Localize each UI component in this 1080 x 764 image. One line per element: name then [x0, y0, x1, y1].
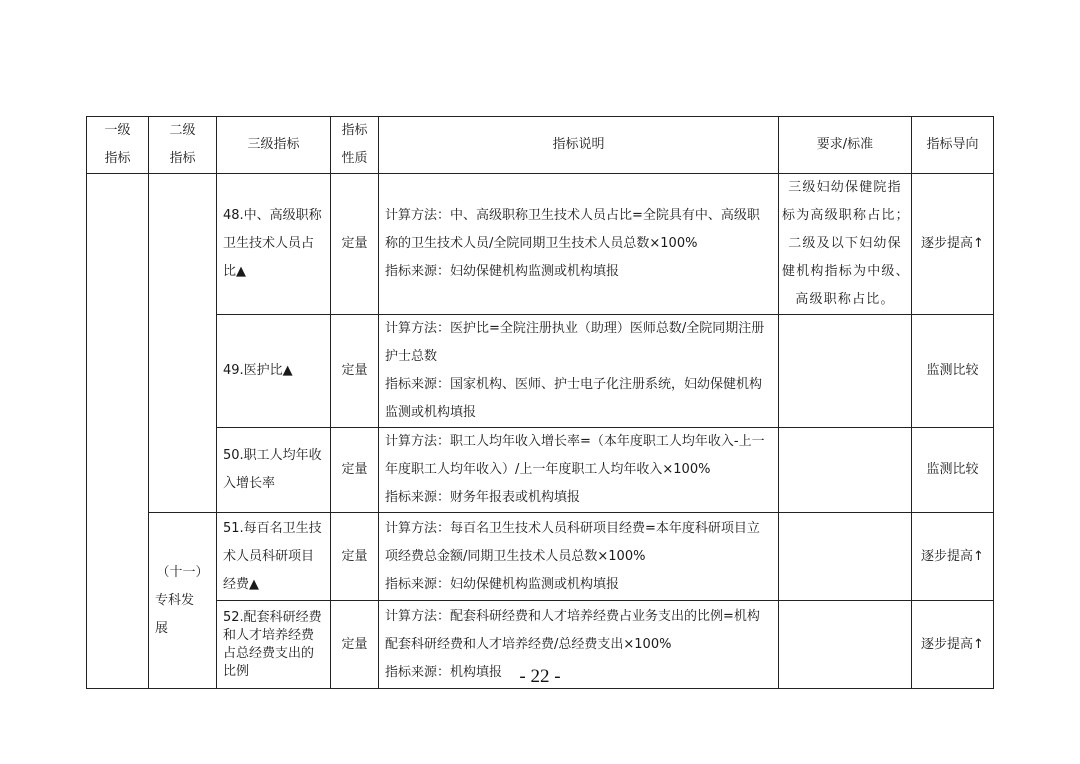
metric-line: 卫生技术人员占 [223, 236, 315, 251]
direction-cell: 逐步提高↑ [912, 601, 994, 689]
header-level2-line: 指标 [169, 151, 196, 166]
header-description: 指标说明 [379, 117, 779, 174]
level2-name-line: 展 [155, 620, 169, 636]
requirement-cell [779, 513, 912, 601]
metric-cell [217, 513, 331, 601]
metric-line: 51.每百名卫生技 [223, 520, 322, 536]
metric-line: 52.配套科研经费 [223, 609, 322, 625]
metric-line: 48.中、高级职称 [223, 208, 322, 223]
description-line: 年度职工人均年收入）/上一年度职工人均年收入×100% [385, 462, 711, 477]
description-cell [379, 428, 779, 513]
direction-cell: 逐步提高↑ [912, 174, 994, 315]
requirement-line: 健机构指标为中级、 [782, 264, 910, 279]
requirement-line: 标为高级职称占比； [782, 208, 910, 223]
description-line: 计算方法：医护比=全院注册执业（助理）医师总数/全院同期注册 [385, 321, 765, 336]
table-row [87, 428, 994, 513]
header-level2-line: 二级 [169, 123, 196, 138]
description-line: 护士总数 [385, 349, 438, 364]
metric-line: 术人员科研项目 [223, 548, 315, 564]
description-line: 计算方法：每百名卫生技术人员科研项目经费=本年度科研项目立 [385, 520, 760, 536]
level2-cell-specialty [149, 513, 217, 689]
header-nature-line: 指标 [341, 123, 368, 138]
metric-line: 50.职工人均年收 [223, 448, 322, 463]
indicator-table [86, 116, 994, 689]
nature-cell: 定量 [331, 428, 379, 513]
header-nature [331, 117, 379, 174]
header-nature-line: 性质 [341, 151, 368, 166]
description-cell [379, 174, 779, 315]
table-row [87, 174, 994, 315]
description-line: 指标来源：国家机构、医师、护士电子化注册系统，妇幼保健机构 [385, 377, 763, 392]
metric-line: 占总经费支出的 [223, 645, 315, 661]
requirement-cell [779, 428, 912, 513]
requirement-cell [779, 174, 912, 315]
metric-line: 入增长率 [223, 476, 276, 491]
nature-cell: 定量 [331, 174, 379, 315]
header-requirement: 要求/标准 [779, 117, 912, 174]
requirement-line: 三级妇幼保健院指 [788, 180, 902, 195]
requirement-line: 二级及以下妇幼保 [788, 236, 902, 251]
nature-cell: 定量 [331, 601, 379, 689]
metric-line: 比例 [223, 663, 250, 679]
metric-line: 经费▲ [223, 576, 259, 592]
description-cell [379, 513, 779, 601]
description-cell [379, 315, 779, 428]
table-row [87, 315, 994, 428]
metric-line: 49.医护比▲ [223, 363, 293, 378]
level1-cell [87, 174, 149, 689]
description-line: 指标来源：妇幼保健机构监测或机构填报 [385, 576, 620, 592]
direction-cell: 逐步提高↑ [912, 513, 994, 601]
level2-cell-empty [149, 174, 217, 513]
nature-cell: 定量 [331, 513, 379, 601]
description-line: 计算方法：职工人均年收入增长率=（本年度职工人均年收入-上一 [385, 434, 765, 449]
metric-line: 比▲ [223, 264, 246, 279]
metric-cell [217, 174, 331, 315]
metric-cell [217, 428, 331, 513]
table-header-row [87, 117, 994, 174]
level2-number: （十一） [156, 564, 209, 580]
description-line: 指标来源：妇幼保健机构监测或机构填报 [385, 264, 620, 279]
description-line: 项经费总金额/同期卫生技术人员总数×100% [385, 548, 646, 564]
description-line: 指标来源：财务年报表或机构填报 [385, 490, 581, 505]
nature-cell: 定量 [331, 315, 379, 428]
requirement-line: 高级职称占比。 [795, 292, 895, 307]
metric-line: 和人才培养经费 [223, 627, 315, 643]
metric-cell [217, 315, 331, 428]
header-level3: 三级指标 [217, 117, 331, 174]
direction-cell: 监测比较 [912, 428, 994, 513]
requirement-cell [779, 315, 912, 428]
description-line: 监测或机构填报 [385, 405, 477, 420]
header-level1-line: 一级 [104, 123, 131, 138]
header-level1-line: 指标 [104, 151, 131, 166]
header-level2 [149, 117, 217, 174]
table-row [87, 513, 994, 601]
header-direction: 指标导向 [912, 117, 994, 174]
level2-name-line: 专科发 [155, 592, 195, 608]
direction-cell: 监测比较 [912, 315, 994, 428]
description-line: 计算方法：配套科研经费和人才培养经费占业务支出的比例=机构 [385, 608, 760, 624]
description-line: 计算方法：中、高级职称卫生技术人员占比=全院具有中、高级职 [385, 208, 760, 223]
page-number: - 22 - [519, 666, 561, 687]
description-line: 指标来源：机构填报 [385, 664, 503, 680]
description-line: 称的卫生技术人员/全院同期卫生技术人员总数×100% [385, 236, 698, 251]
header-level1 [87, 117, 149, 174]
description-line: 配套科研经费和人才培养经费/总经费支出×100% [385, 636, 672, 652]
